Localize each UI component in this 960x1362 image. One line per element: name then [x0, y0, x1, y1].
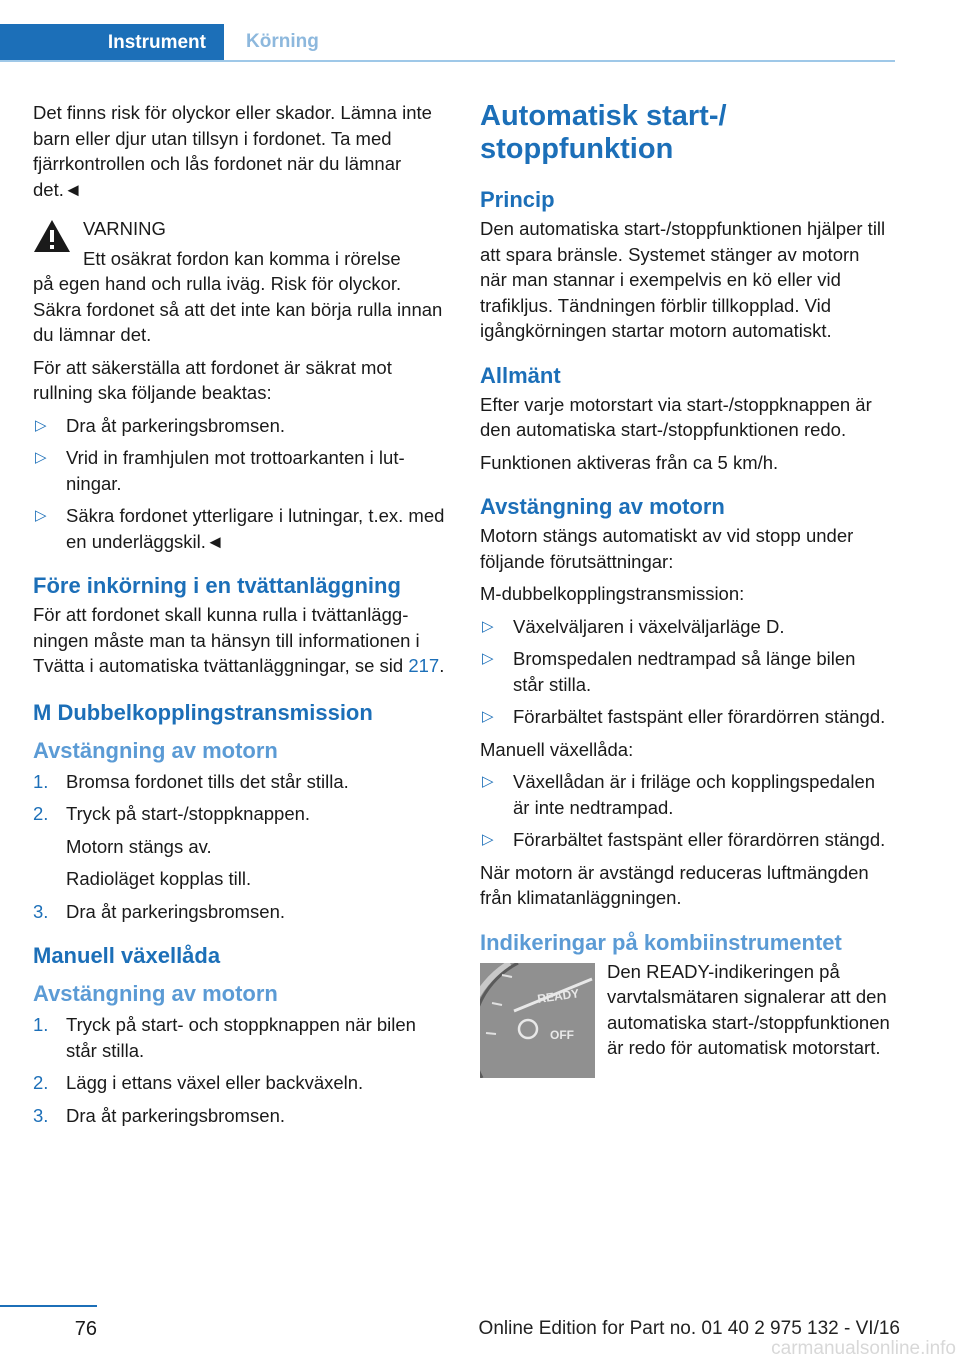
list-item: ▷ Förarbältet fastspänt eller förardörren stängd. — [480, 827, 890, 853]
triangle-bullet-icon: ▷ — [482, 617, 494, 635]
list-item: 1. Bromsa fordonet tills det står stilla. — [33, 770, 349, 792]
triangle-bullet-icon: ▷ — [35, 449, 47, 466]
indicator-heading: Indikeringar på kombiinstrumentet — [480, 929, 842, 955]
warning-line1: Ett osäkrat fordon kan komma i rörelse — [83, 247, 401, 269]
indicator-text: Den READY-indikeringen på varvtalsmätaren signalerar att den automatiska start-/stoppfunktionen är redo för automatisk motorstart. — [607, 960, 890, 1058]
edition-note: Online Edition for Part no. 01 40 2 975 132 - VI/16 — [478, 1318, 900, 1339]
manual-heading: Manuell växellåda — [33, 943, 221, 968]
list-item: 2. Lägg i ettans växel eller backväxeln. — [33, 1072, 364, 1093]
warning-triangle-icon — [33, 218, 71, 254]
warning-text: på egen hand och rulla iväg. Risk för olyckor. Säkra fordonet så att det inte kan börja rulla innan du lämnar det. — [33, 273, 443, 345]
page-number: 76 — [74, 1318, 97, 1340]
carwash-heading: Före inkörning i en tvättanläggning — [33, 573, 401, 598]
secure-intro: För att säkerställa att fordonet är säkrat mot rullning ska följande beaktas: — [33, 356, 392, 403]
dct-subheading: Avstängning av motorn — [33, 737, 278, 763]
list-item: 3. Dra åt parkeringsbromsen. — [33, 900, 286, 922]
stop-note: När motorn är avstängd reduceras luftmängden från klimatanläggningen. — [480, 861, 869, 908]
triangle-bullet-icon: ▷ — [482, 650, 494, 667]
watermark: carmanualsonline.info — [771, 1338, 956, 1359]
dct-steps — [33, 769, 451, 827]
stop-intro: Motorn stängs automatiskt av vid stopp under följande förutsättningar: — [480, 525, 854, 572]
page-link[interactable]: 217 — [408, 655, 440, 676]
tab-instrument[interactable]: Instrument — [0, 24, 224, 62]
manual-steps — [33, 1012, 451, 1128]
dct-heading: M Dubbelkopplingstransmission — [33, 699, 373, 725]
section-title: Automatisk start-/ stoppfunktion — [480, 100, 727, 165]
header-tabs — [0, 0, 895, 62]
list-item: ▷ Växellådan är i friläge och kopplingspedalen är inte nedtrampad. — [482, 771, 876, 818]
carwash-text: För att fordonet skall kunna rulla i tvättanläggningen måste man ta hänsyn till informationen i Tvätta i automatiska tvättanläggningar, se sid 217. — [33, 604, 445, 676]
list-item: 3. Dra åt parkeringsbromsen. — [33, 1104, 286, 1126]
warning-title: VARNING — [83, 218, 166, 239]
stop-dct-label: M-dubbelkopplingstransmission: — [480, 583, 745, 604]
dct-note-2: Radioläget kopplas till. — [66, 868, 252, 889]
indicator-block — [480, 959, 890, 1079]
triangle-bullet-icon: ▷ — [482, 708, 494, 725]
stop-manual-label: Manuell växellåda: — [480, 738, 634, 760]
general-heading: Allmänt — [480, 362, 561, 388]
svg-text:READY: READY — [536, 985, 581, 1006]
intro-paragraph: Det finns risk för olyckor eller skador. Lämna inte barn eller djur utan tillsyn i fordonet. Ta med fjärrkontrollen och lås fordonet när du lämnar det.◄ — [33, 102, 432, 200]
triangle-bullet-icon: ▷ — [482, 831, 494, 848]
triangle-bullet-icon: ▷ — [482, 773, 494, 790]
general-text-2: Funktionen aktiveras från ca 5 km/h. — [480, 451, 779, 473]
list-item: ▷ Säkra fordonet ytterligare i lutningar, t.ex. med en underläggskil.◄ — [35, 505, 445, 552]
principle-text: Den automatiska start-/stoppfunktionen hjälper till att spara bränsle. Systemet stänger av motorn när man stannar i exempelvis en kö eller vid trafikljus. Tändningen förblir tillkopplad. Vid igångkörningen startar motorn automatiskt. — [480, 218, 886, 341]
svg-text:OFF: OFF — [550, 1027, 574, 1042]
list-item: ▷ Växelväljaren i växelväljarläge D. — [480, 614, 890, 640]
footer-rule — [0, 1305, 97, 1307]
list-item: ▷ Bromspedalen nedtrampad så länge bilen står stilla. — [482, 648, 856, 695]
dct-steps-cont — [33, 899, 451, 925]
stop-manual-list — [480, 769, 890, 853]
list-item: ▷ Förarbältet fastspänt eller förardörren stängd. — [480, 704, 890, 730]
tab-korning[interactable]: Körning — [246, 31, 319, 52]
right-column — [480, 100, 890, 1079]
warning-block — [33, 216, 451, 348]
stop-dct-list — [480, 614, 890, 730]
list-item: 2. Tryck på start-/stoppknappen. — [33, 803, 311, 824]
left-column — [33, 100, 451, 1135]
ready-gauge-image — [480, 963, 595, 1078]
list-item: ▷ Vrid in framhjulen mot trottoarkanten i lutningar. — [35, 447, 405, 494]
triangle-bullet-icon: ▷ — [35, 416, 47, 434]
dct-note-1: Motorn stängs av. — [66, 835, 212, 857]
list-item: ▷ Dra åt parkeringsbromsen. — [33, 413, 451, 439]
header-rule — [0, 60, 895, 62]
stop-heading: Avstängning av motorn — [480, 494, 725, 519]
manual-subheading: Avstängning av motorn — [33, 981, 278, 1006]
principle-heading: Princip — [480, 187, 555, 212]
triangle-bullet-icon: ▷ — [35, 507, 47, 524]
secure-list — [33, 413, 451, 555]
list-item: 1. Tryck på start- och stoppknappen när bilen står stilla. — [33, 1014, 416, 1061]
general-text-1: Efter varje motorstart via start-/stoppknappen är den automatiska start-/stoppfunktionen redo. — [480, 393, 872, 440]
